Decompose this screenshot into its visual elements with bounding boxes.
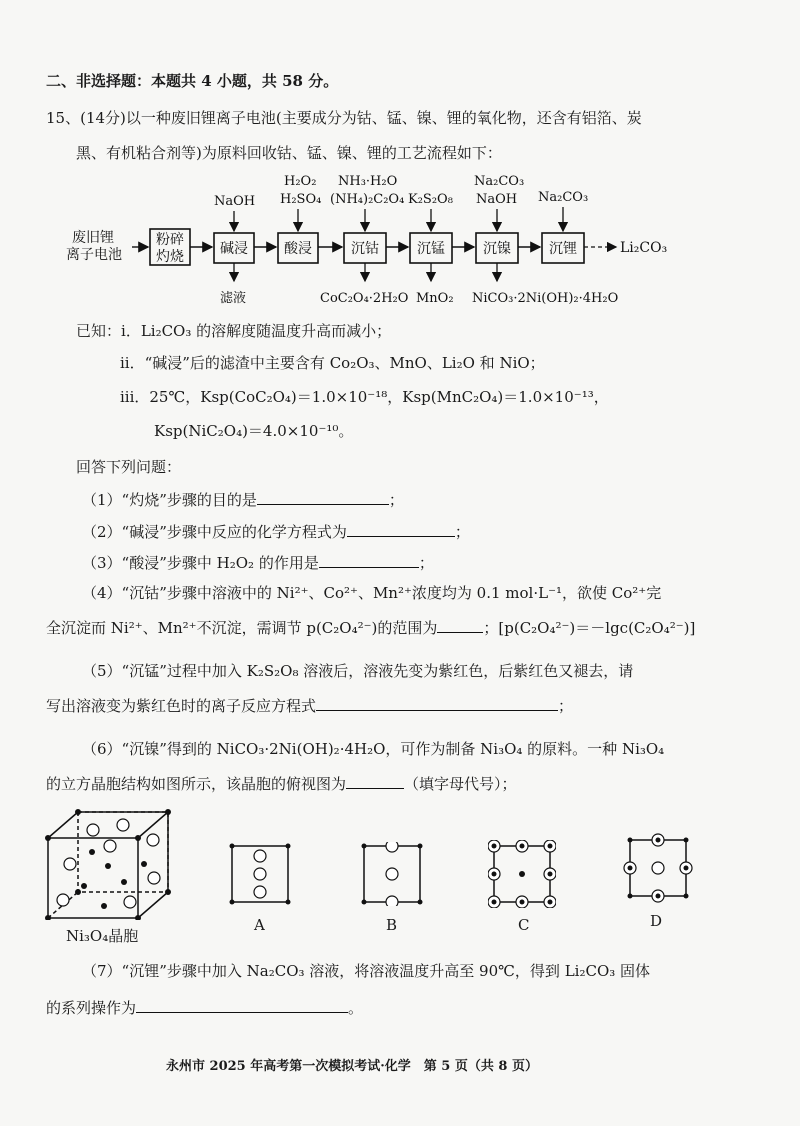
crystal-cell-diagram (44, 808, 174, 920)
flow-output-li2co3: Li₂CO₃ (620, 240, 668, 256)
q1-line (82, 488, 404, 511)
reagent-naoh-ni: NaOH (476, 192, 518, 207)
q4-end: ；[p(C₂O₄²⁻)＝－lgc(C₂O₄²⁻)] (483, 619, 696, 637)
known-iii-1: iii．25℃，Ksp(CoC₂O₄)＝1.0×10⁻¹⁸，Ksp(MnC₂O₄)＝1.0×10⁻¹³， (120, 388, 609, 406)
option-a-label: A (254, 916, 265, 934)
q1-answer-blank[interactable] (257, 488, 389, 505)
q7-line1: （7）“沉锂”步骤中加入 Na₂CO₃ 溶液，将溶液温度升高至 90℃，得到 Li₂CO₃ 固体 (82, 962, 651, 980)
reagent-naoh: NaOH (214, 194, 256, 209)
q5-line2 (46, 694, 573, 717)
flow-step-precipitate-co (344, 233, 386, 263)
q3-answer-blank[interactable] (319, 551, 419, 568)
flow-step-pulverize (150, 229, 190, 265)
svg-text:沉镍: 沉镍 (483, 241, 511, 257)
svg-text:沉锂: 沉锂 (549, 241, 577, 257)
q1-end: ； (388, 491, 404, 509)
known-label: 已知： (76, 322, 122, 340)
answer-prompt: 回答下列问题： (76, 458, 182, 476)
q6-end: （填字母代号）； (404, 775, 517, 793)
crystal-caption: Ni₃O₄晶胞 (66, 927, 139, 945)
q2-text: （2）“碱浸”步骤中反应的化学方程式为 (82, 523, 347, 541)
page-footer: 永州市 2025 年高考第一次模拟考试·化学 第 5 页（共 8 页） (166, 1059, 538, 1074)
svg-text:粉碎: 粉碎 (156, 232, 184, 248)
known-iii-2: Ksp(NiC₂O₄)＝4.0×10⁻¹⁰。 (154, 422, 354, 440)
reagent-k2s2o8: K₂S₂O₈ (408, 192, 453, 207)
reagent-nh3h2o: NH₃·H₂O (338, 174, 398, 189)
q6-text: 的立方晶胞结构如图所示，该晶胞的俯视图为 (46, 775, 347, 793)
svg-text:沉锰: 沉锰 (417, 241, 445, 257)
q4-answer-blank[interactable] (437, 616, 483, 633)
q7-line2 (46, 996, 363, 1019)
q4-text: 全沉淀而 Ni²⁺、Mn²⁺不沉淀，需调节 p(C₂O₄²⁻)的范围为 (46, 619, 438, 637)
q5-answer-blank[interactable] (316, 694, 558, 711)
option-d-label: D (650, 912, 663, 930)
q5-end: ； (558, 697, 574, 715)
q6-answer-blank[interactable] (346, 772, 404, 789)
flow-step-precipitate-mn (410, 233, 452, 263)
option-c-diagram (488, 840, 556, 908)
flow-step-acid-leach (278, 233, 318, 263)
option-b-label: B (386, 916, 398, 934)
option-c-label: C (518, 916, 530, 934)
q6-line2 (46, 772, 517, 795)
reagent-h2o2: H₂O₂ (284, 174, 317, 189)
q2-line (82, 520, 470, 543)
svg-text:酸浸: 酸浸 (284, 241, 312, 257)
q7-end: 。 (348, 999, 364, 1017)
q2-end: ； (454, 523, 470, 541)
q5-line1: （5）“沉锰”过程中加入 K₂S₂O₈ 溶液后，溶液先变为紫红色，后紫红色又褪去，请 (82, 662, 634, 680)
svg-text:碱浸: 碱浸 (220, 241, 248, 257)
option-a-diagram (228, 842, 292, 906)
output-cobalt-oxalate: CoC₂O₄·2H₂O (320, 291, 409, 306)
output-mno2: MnO₂ (416, 291, 454, 306)
reagent-na2co3-ni: Na₂CO₃ (474, 174, 525, 189)
known-i-line (76, 320, 391, 342)
flow-feed-line1: 废旧锂 (72, 230, 114, 246)
svg-text:沉钴: 沉钴 (351, 241, 379, 257)
q2-answer-blank[interactable] (347, 520, 455, 537)
output-nickel-product: NiCO₃·2Ni(OH)₂·4H₂O (472, 291, 619, 306)
option-d-diagram (622, 832, 694, 904)
known-i: i．Li₂CO₃ 的溶解度随温度升高而减小； (121, 322, 392, 340)
output-filtrate: 滤液 (220, 291, 247, 306)
q3-text: （3）“酸浸”步骤中 H₂O₂ 的作用是 (82, 554, 319, 572)
q4-line2 (46, 616, 695, 639)
question-number: 15、 (46, 109, 81, 127)
flow-step-precipitate-li (542, 233, 584, 263)
question-intro-line1 (46, 107, 642, 129)
flow-step-alkali-leach (214, 233, 254, 263)
process-flow-diagram (40, 165, 740, 315)
q5-text: 写出溶液变为紫红色时的离子反应方程式 (46, 697, 317, 715)
q1-text: （1）“灼烧”步骤的目的是 (82, 491, 257, 509)
question-intro-text1: (14分)以一种废旧锂离子电池(主要成分为钴、锰、镍、锂的氧化物，还含有铝箔、炭 (80, 109, 642, 127)
question-intro-line2: 黑、有机粘合剂等)为原料回收钴、锰、镍、锂的工艺流程如下： (76, 144, 502, 162)
section-title: 二、非选择题：本题共 4 小题，共 58 分。 (46, 72, 339, 90)
q7-answer-blank[interactable] (136, 996, 348, 1013)
known-ii: ii．“碱浸”后的滤渣中主要含有 Co₂O₃、MnO、Li₂O 和 NiO； (120, 354, 545, 372)
q6-line1: （6）“沉镍”得到的 NiCO₃·2Ni(OH)₂·4H₂O，可作为制备 Ni₃O₄ 的原料。一种 Ni₃O₄ (82, 740, 665, 758)
q3-end: ； (418, 554, 434, 572)
flow-step-precipitate-ni (476, 233, 518, 263)
option-b-diagram (360, 842, 424, 906)
flow-feed-line2: 离子电池 (66, 247, 122, 263)
q4-line1: （4）“沉钴”步骤中溶液中的 Ni²⁺、Co²⁺、Mn²⁺浓度均为 0.1 mol·L⁻¹，欲使 Co²⁺完 (82, 584, 662, 602)
reagent-ammonium-oxalate: (NH₄)₂C₂O₄ (330, 192, 405, 207)
reagent-na2co3-li: Na₂CO₃ (538, 190, 589, 205)
svg-text:灼烧: 灼烧 (156, 249, 184, 265)
reagent-h2so4: H₂SO₄ (280, 192, 322, 207)
q7-text: 的系列操作为 (46, 999, 137, 1017)
q3-line (82, 551, 434, 574)
